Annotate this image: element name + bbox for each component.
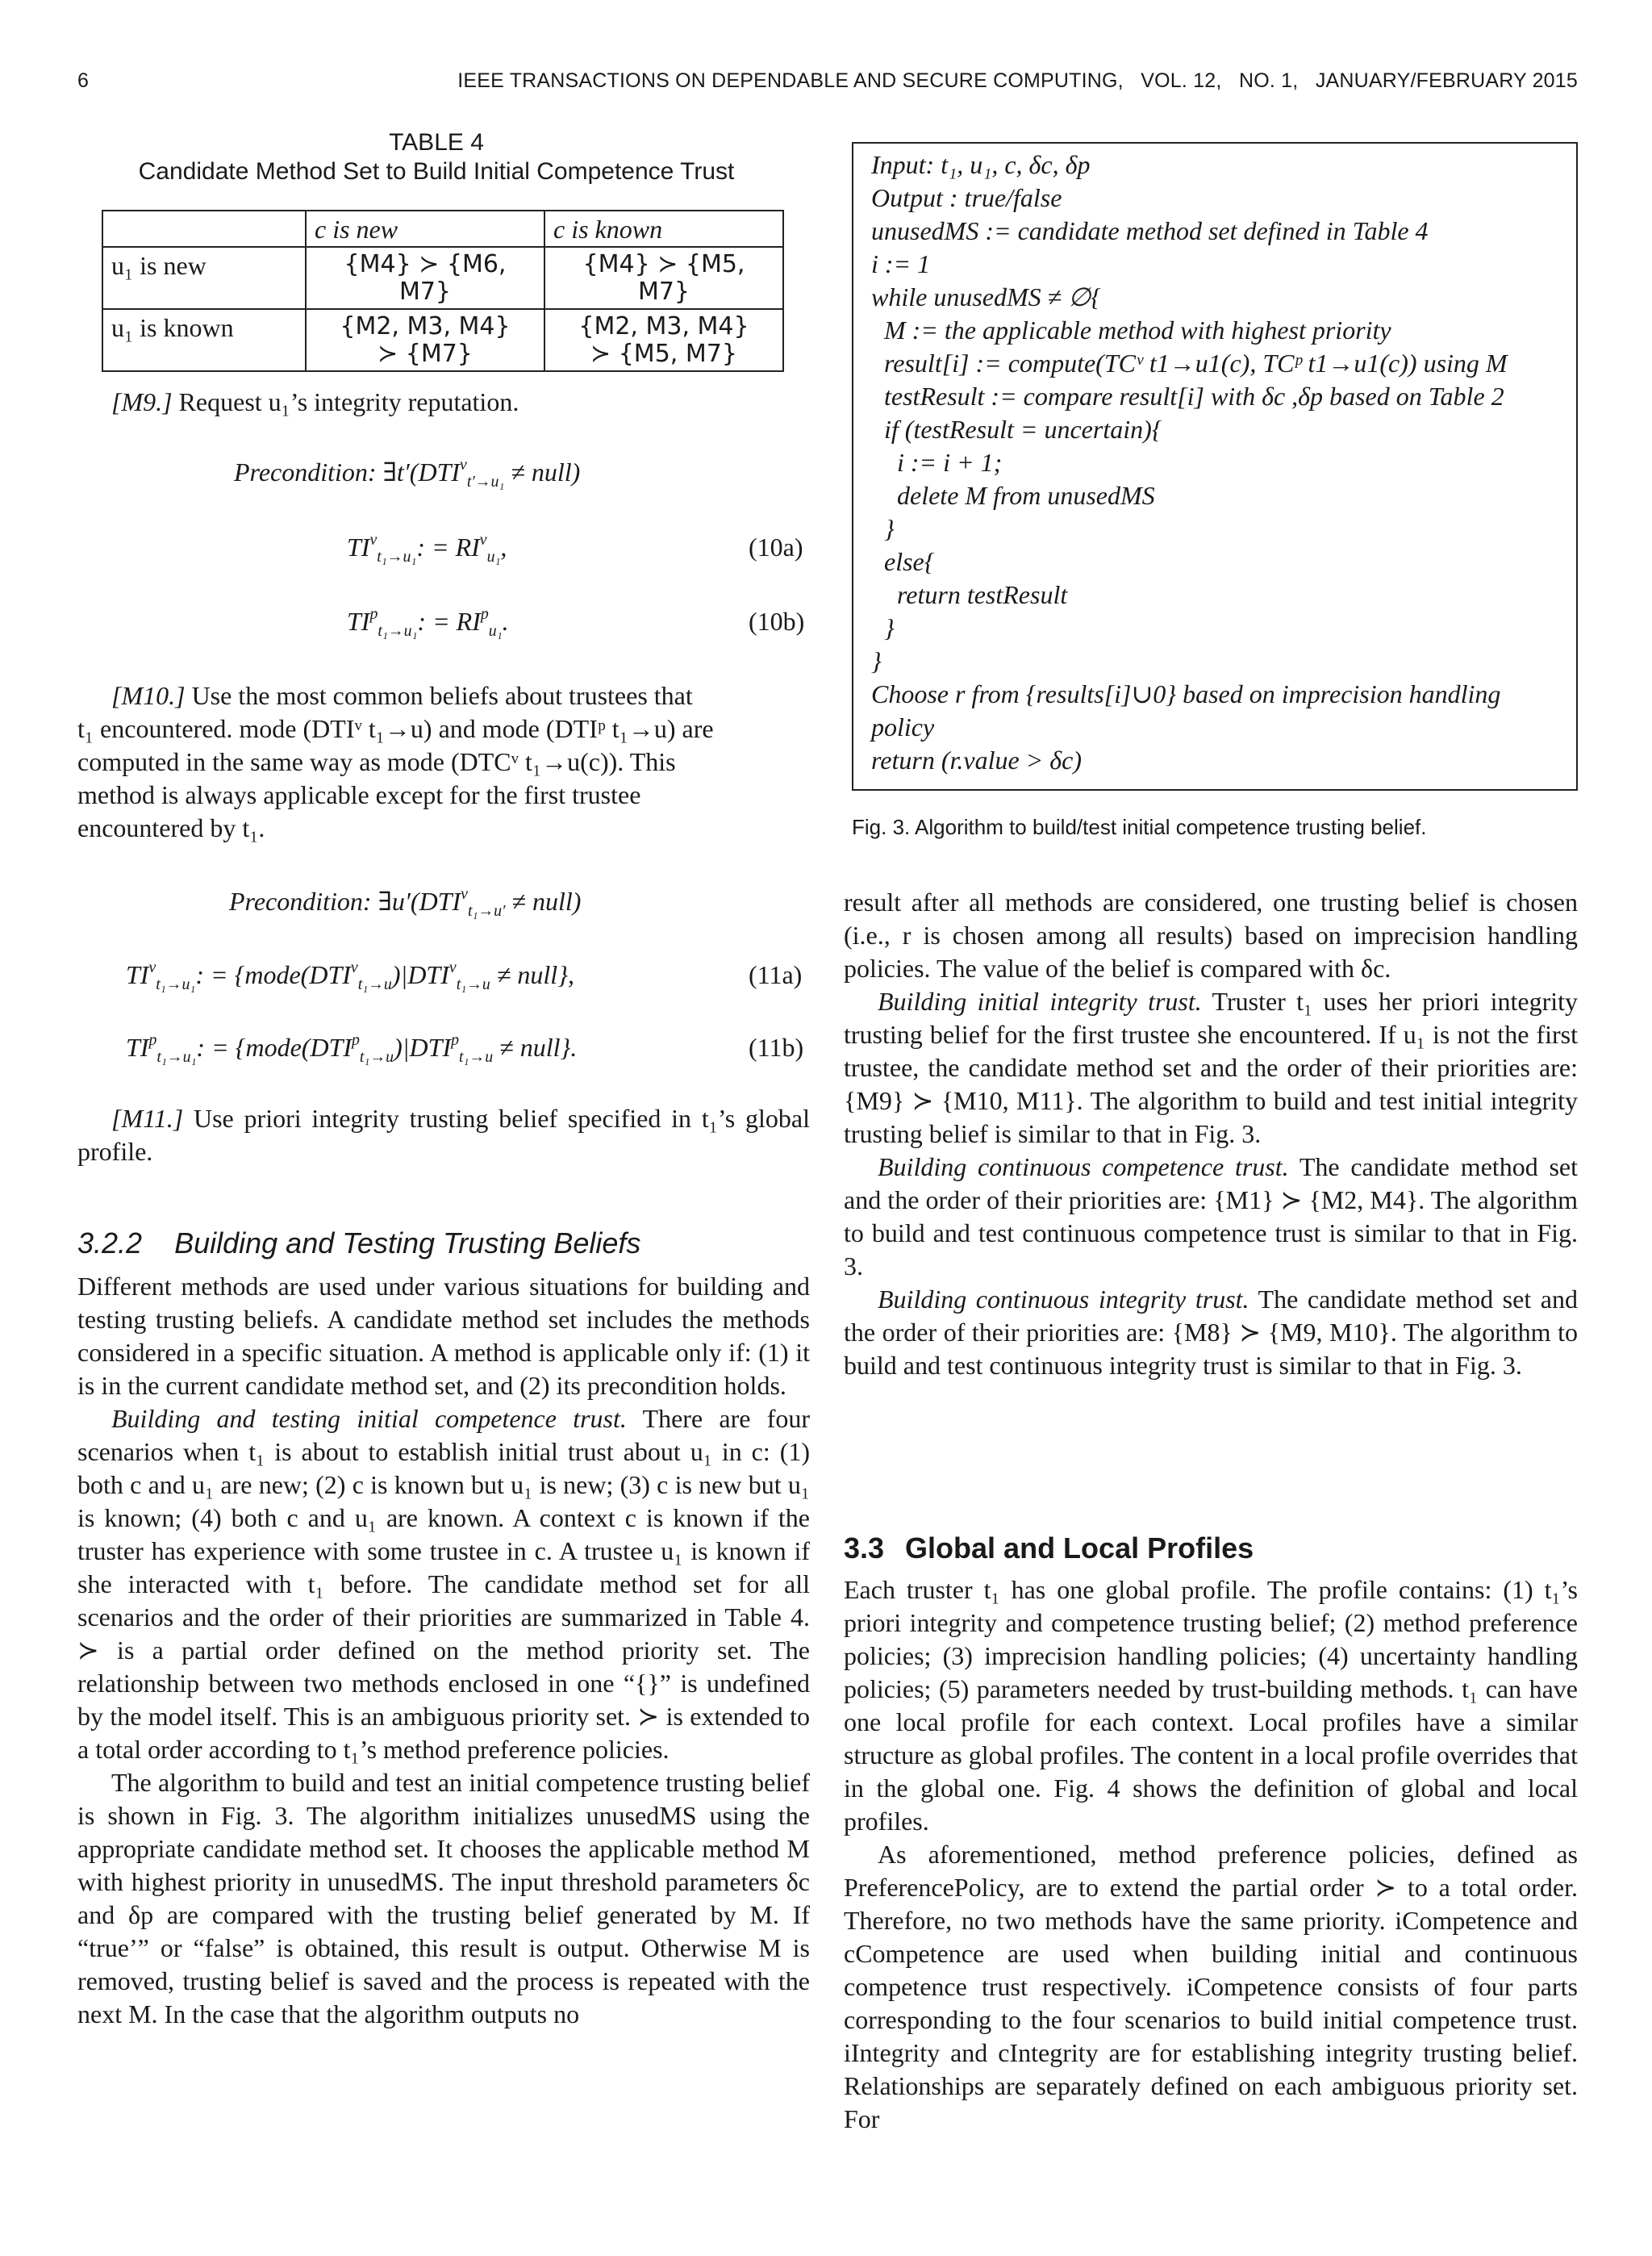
section-title: Global and Local Profiles — [905, 1531, 1254, 1565]
paragraph-lead: Building continuous competence trust. — [878, 1152, 1289, 1181]
section-heading-3-3 — [844, 1531, 1254, 1565]
body-paragraph: As aforementioned, method preference policies, defined as PreferencePolicy, are to extend the partial order ≻ to a total order. Therefore, no two methods have the same priority. iCompetence and cCompetence are used when building initial and continuous competence trust respectively. iCompetence consists of four parts corresponding to the four scenarios to build initial competence trust. iIntegrity and cIntegrity are for establishing integrity trusting belief. Relationships are separately defined on each ambiguous priority set. For — [844, 1840, 1578, 2133]
precondition-text: Precondition: ∃u′(DTI — [229, 887, 461, 916]
algorithm-line: delete M from unusedMS — [871, 481, 1155, 510]
paragraph-lead: Building initial integrity trust. — [878, 987, 1202, 1016]
paragraph-lead: Building continuous integrity trust. — [878, 1285, 1249, 1314]
algorithm-box — [852, 142, 1578, 791]
m11-paragraph — [77, 1102, 810, 1168]
table-caption: Candidate Method Set to Build Initial Competence Trust — [138, 158, 735, 185]
algorithm-line: i := i + 1; — [871, 448, 1003, 477]
running-head: IEEE TRANSACTIONS ON DEPENDABLE AND SECURE COMPUTING, VOL. 12, NO. 1, JANUARY/FEBRUARY 2015 — [457, 69, 1578, 92]
section-number: 3.2.2 — [77, 1226, 143, 1260]
eq-lhs: TI — [347, 533, 370, 562]
method-tag: [M10.] — [111, 681, 186, 710]
algorithm-line: return testResult — [871, 580, 1068, 609]
table-col-header: c is new — [306, 211, 544, 247]
superscript: v — [460, 456, 467, 474]
method-text-line: computed in the same way as mode (DTCᵛ t₁→u(c)). This — [77, 747, 676, 776]
m9-paragraph — [111, 386, 797, 419]
equation-10a: $TI^v_{t_1\to u_1}$: = $RI^v_{u_1}$, — [347, 531, 507, 566]
algorithm-line: Choose r from {results[i]∪0} based on imprecision handling — [871, 679, 1501, 708]
method-text-line: encountered by t₁. — [77, 813, 265, 842]
algorithm-line: } — [871, 613, 895, 642]
subscript: t′→u₁ — [466, 472, 505, 491]
right-body-2 — [844, 1573, 1578, 2136]
algorithm-line: Input: t₁, u₁, c, δc, δp — [871, 150, 1091, 179]
table-row — [102, 247, 783, 309]
candidate-method-table — [102, 210, 784, 372]
table-row — [102, 309, 783, 371]
body-paragraph — [844, 1151, 1578, 1283]
precondition-m10 — [229, 885, 582, 920]
body-paragraph: result after all methods are considered, one trusting belief is chosen (i.e., r is chosen among all results) based on imprecision handling policies. The value of the belief is compared with δc. — [844, 888, 1578, 983]
eq-tail: ≠ null}, — [490, 960, 574, 989]
algorithm-line: else{ — [871, 547, 935, 576]
eq-mid: )|DTI — [391, 960, 449, 989]
m10-paragraph — [77, 679, 810, 845]
figure-caption: Fig. 3. Algorithm to build/test initial competence trusting belief. — [852, 815, 1427, 839]
body-paragraph — [844, 985, 1578, 1151]
algorithm-line: i := 1 — [871, 249, 931, 278]
method-text-line: method is always applicable except for the first trustee — [77, 780, 641, 809]
algorithm-line: if (testResult = uncertain){ — [871, 415, 1162, 444]
paragraph-lead: Building and testing initial competence trust. — [111, 1404, 627, 1433]
equation-11b: $TI^p_{t_1\to u_1}$: = {$mode(DTI^p_{t_1\to u})|DTI^p_{t_1\to u}$ ≠ null}. — [126, 1031, 578, 1066]
subscript: t₁→u′ — [467, 901, 506, 920]
precondition-text: Precondition: ∃t′(DTI — [234, 457, 461, 487]
table-cell-line: {M2, M3, M4} — [340, 311, 511, 340]
table-cell-line: ≻ {M7} — [378, 340, 473, 369]
left-body — [77, 1270, 810, 2031]
eq-rhs: : = RI — [417, 607, 481, 636]
superscript: v — [461, 885, 468, 904]
table-row-header: u₁ is known — [102, 309, 306, 371]
eq-lhs: TI — [126, 960, 149, 989]
eq-tail: ≠ null}. — [493, 1033, 578, 1062]
algorithm-line: Output : true/false — [871, 183, 1062, 212]
right-body — [844, 886, 1578, 1382]
eq-body: : = {mode(DTI — [196, 1033, 352, 1062]
algorithm-line: M := the applicable method with highest priority — [871, 315, 1391, 345]
eq-lhs: TI — [347, 607, 370, 636]
eq-rhs: : = RI — [416, 533, 480, 562]
algorithm-line: } — [871, 514, 895, 543]
algorithm-line: return (r.value > δc) — [871, 746, 1082, 775]
algorithm-line: while unusedMS ≠ ∅{ — [871, 282, 1101, 311]
table-cell-line: ≻ {M5, M7} — [590, 340, 737, 369]
algorithm-line: testResult := compare result[i] with δc ,δp based on Table 2 — [871, 382, 1504, 411]
eq-lhs: TI — [126, 1033, 149, 1062]
equation-10b: $TI^p_{t_1\to u_1}$: = $RI^p_{u_1}$. — [347, 605, 509, 640]
table-header-row — [102, 211, 783, 247]
algorithm-line: policy — [871, 712, 935, 742]
table-col-header: c is known — [544, 211, 783, 247]
algorithm-line: unusedMS := candidate method set defined in Table 4 — [871, 216, 1429, 245]
paragraph-text: The candidate method set and the order of their priorities are: {M1} ≻ {M2, M4}. The algorithm to build and test continuous competence trust is similar to that in Fig. 3. — [844, 1152, 1579, 1280]
body-paragraph: Each truster t₁ has one global profile. The profile contains: (1) t₁’s priori integrity and competence trusting belief; (2) method preference policies; (3) imprecision handling policies; (4) uncertainty handling policies; (5) parameters needed by trust-building methods. t₁ can have one local profile for each context. Local profiles have a similar structure as global profiles. The content in a local profile overrides that in the global one. Fig. 4 shows the definition of global and local profiles. — [844, 1575, 1578, 1836]
table-cell — [544, 309, 783, 371]
equation-number: (10a) — [749, 533, 803, 562]
body-paragraph: Different methods are used under various situations for building and testing trusting beliefs. A candidate method set includes the methods considered in a specific situation. A method is applicable only if: (1) it is in the current candidate method set, and (2) its precondition holds. — [77, 1272, 810, 1400]
table-cell-line: {M2, M3, M4} — [578, 311, 749, 340]
table-cell: {M4} ≻ {M6, M7} — [306, 247, 544, 309]
paragraph-text: The candidate method set and the order of their priorities are: {M8} ≻ {M9, M10}. The algorithm to build and test continuous integrity trust is similar to that in Fig. 3. — [844, 1285, 1579, 1380]
table-cell: {M4} ≻ {M5, M7} — [544, 247, 783, 309]
page-number: 6 — [77, 69, 89, 92]
algorithm-line: result[i] := compute(TCᵛ t1→u1(c), TCᵖ t1→u1(c)) using M — [871, 349, 1508, 378]
method-text-line: t₁ encountered. mode (DTIᵛ t₁→u) and mode (DTIᵖ t₁→u) are — [77, 714, 714, 743]
method-text: Request u₁’s integrity reputation. — [172, 387, 519, 416]
paragraph-text: Truster t₁ uses her priori integrity trusting belief for the first trustee she encountered. If u₁ is not the first trustee, the candidate method set and the order of their priorities are: {M9} ≻ {M10, M11}. The algorithm to build and test initial integrity trusting belief is similar to that in Fig. 3. — [844, 987, 1579, 1148]
equation-number: (11b) — [749, 1033, 804, 1062]
method-tag: [M11.] — [111, 1104, 184, 1133]
precondition-m9 — [234, 456, 581, 491]
section-title: Building and Testing Trusting Beliefs — [174, 1226, 641, 1260]
section-number: 3.3 — [844, 1531, 885, 1565]
equation-number: (11a) — [749, 960, 803, 989]
body-paragraph — [844, 1283, 1578, 1382]
table-cell — [306, 309, 544, 371]
paragraph-text: There are four scenarios when t₁ is about to establish initial trust about u₁ in c: (1) both c and u₁ are new; (2) c is known but u₁ is new; (3) c is new but u₁ is known; (4) both c and u₁ are known. A context c is known if the truster has experience with some trustee in c. A trustee u₁ is known if she interacted with t₁ before. The candidate method set for all scenarios and the order of their priorities are summarized in Table 4. ≻ is a partial order defined on the method priority set. The relationship between two methods enclosed in one “{}” is undefined by the model itself. This is an ambiguous priority set. ≻ is extended to a total order according to t₁’s method preference policies. — [77, 1404, 811, 1764]
table-label: TABLE 4 — [389, 129, 484, 156]
method-text-line: Use the most common beliefs about trustees that — [185, 681, 693, 710]
body-paragraph — [77, 1402, 810, 1766]
algorithm-line: } — [871, 646, 882, 675]
equation-number: (10b) — [749, 607, 805, 636]
eq-mid: )|DTI — [394, 1033, 452, 1062]
eq-body: : = {mode(DTI — [195, 960, 351, 989]
precondition-tail: ≠ null) — [505, 887, 582, 916]
method-text: Use priori integrity trusting belief specified in t₁’s global profile. — [77, 1104, 810, 1166]
method-tag: [M9.] — [111, 387, 173, 416]
table-corner-cell — [102, 211, 306, 247]
body-paragraph: The algorithm to build and test an initial competence trusting belief is shown in Fig. 3. The algorithm initializes unusedMS using the appropriate candidate method set. It chooses the applicable method M with highest priority in unusedMS. The input threshold parameters δc and δp are compared with the trusting belief generated by M. If “true’” or “false” is obtained, this result is output. Otherwise M is removed, trusting belief is saved and the process is repeated with the next M. In the case that the algorithm outputs no — [77, 1768, 810, 2028]
precondition-tail: ≠ null) — [504, 457, 581, 487]
section-heading-3-2-2 — [77, 1226, 640, 1260]
table-row-header: u₁ is new — [102, 247, 306, 309]
equation-11a: $TI^v_{t_1\to u_1}$: = {$mode(DTI^v_{t_1\to u})|DTI^v_{t_1\to u}$ ≠ null}, — [126, 959, 574, 993]
